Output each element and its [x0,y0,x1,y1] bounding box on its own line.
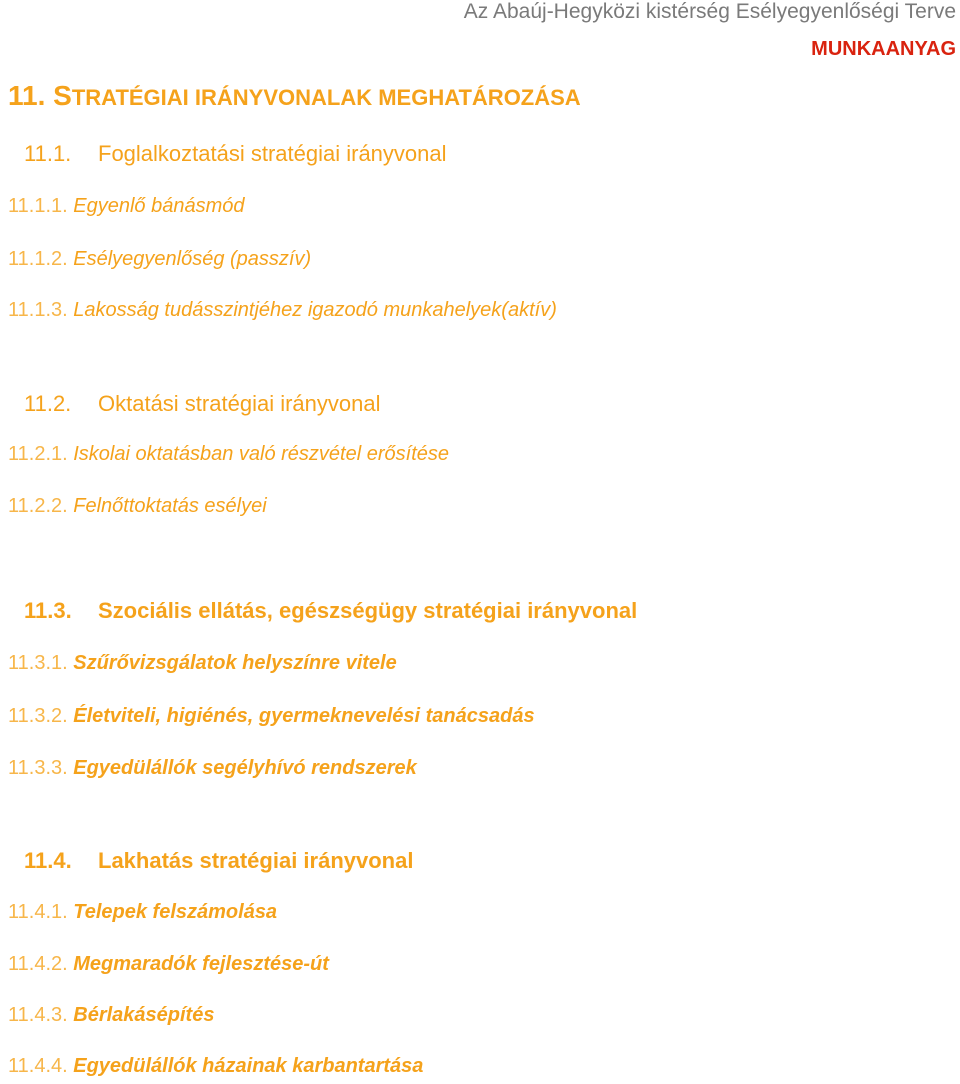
subsection-11-2-1 [8,443,449,466]
subsection-title: Esélyegyenlőség (passzív) [73,248,312,270]
subsection-number: 11.4.1. [8,901,68,923]
subsection-title: Szűrővizsgálatok helyszínre vitele [73,652,397,674]
subsection-number: 11.1.2. [8,248,68,270]
chapter-initial: S [53,80,72,111]
subsection-11-1-1 [8,195,244,218]
subsection-11-1-2 [8,248,311,271]
subsection-title: Telepek felszámolása [73,901,278,923]
subsection-number: 11.3.1. [8,652,68,674]
subsection-number: 11.1.3. [8,299,68,321]
subsection-11-4-3 [8,1004,214,1027]
subsection-number: 11.4.2. [8,953,68,975]
document-header-title: Az Abaúj-Hegyközi kistérség Esélyegyenlőségi Terve [463,0,956,23]
subsection-11-3-1 [8,652,397,675]
section-heading-11-3 [24,598,637,624]
subsection-number: 11.3.2. [8,705,68,727]
chapter-heading [8,80,581,112]
subsection-11-1-3 [8,299,557,322]
subsection-number: 11.2.2. [8,495,68,517]
subsection-title: Lakosság tudásszintjéhez igazodó munkahelyek(aktív) [73,299,557,321]
section-number: 11.4. [24,848,72,873]
section-title: Szociális ellátás, egészségügy stratégiai irányvonal [98,598,638,623]
subsection-11-3-3 [8,757,417,780]
subsection-number: 11.1.1. [8,195,68,217]
subsection-number: 11.4.3. [8,1004,68,1026]
section-title: Oktatási stratégiai irányvonal [98,391,381,416]
section-title: Lakhatás stratégiai irányvonal [98,848,414,873]
subsection-11-4-1 [8,901,277,924]
section-number: 11.3. [24,598,72,623]
subsection-number: 11.3.3. [8,757,68,779]
chapter-number: 11. [8,80,46,111]
subsection-number: 11.4.4. [8,1055,68,1077]
subsection-title: Bérlakásépítés [73,1004,215,1026]
draft-status-label: MUNKAANYAG [811,38,956,60]
section-number: 11.2. [24,391,72,416]
subsection-11-4-2 [8,953,329,976]
section-number: 11.1. [24,141,72,166]
subsection-11-2-2 [8,495,267,518]
subsection-title: Megmaradók fejlesztése-út [73,953,329,975]
subsection-title: Egyedülállók házainak karbantartása [73,1055,424,1077]
subsection-title: Felnőttoktatás esélyei [73,495,267,517]
subsection-11-4-4 [8,1055,423,1078]
section-title: Foglalkoztatási stratégiai irányvonal [98,141,447,166]
section-heading-11-2 [24,391,380,417]
section-heading-11-1 [24,141,447,167]
subsection-title: Egyenlő bánásmód [73,195,245,217]
chapter-title-rest: TRATÉGIAI IRÁNYVONALAK MEGHATÁROZÁSA [71,85,581,110]
subsection-number: 11.2.1. [8,443,68,465]
subsection-title: Életviteli, higiénés, gyermeknevelési tanácsadás [73,705,535,727]
subsection-11-3-2 [8,705,535,728]
section-heading-11-4 [24,848,413,874]
subsection-title: Iskolai oktatásban való részvétel erősítése [73,443,450,465]
subsection-title: Egyedülállók segélyhívó rendszerek [73,757,417,779]
